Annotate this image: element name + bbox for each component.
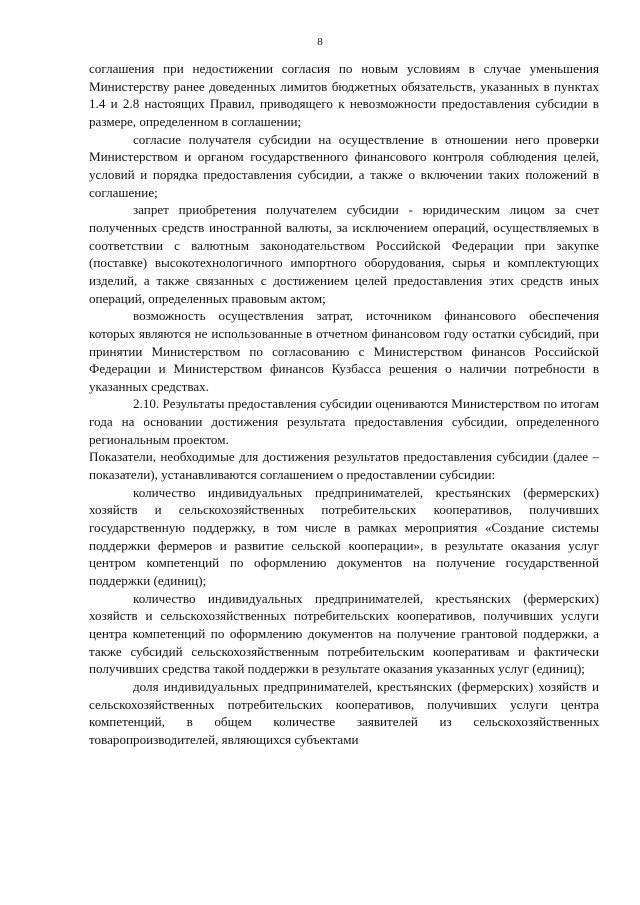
paragraph: Показатели, необходимые для достижения результатов предоставления субсидии (далее – показатели), устанавливаются соглашением о предоставлении субсидии: <box>89 449 599 483</box>
section-2-10-paragraph: 2.10. Результаты предоставления субсидии оцениваются Министерством по итогам года на основании достижения результата предоставления субсидии, определенного региональным проектом. <box>89 396 599 447</box>
document-body <box>89 60 599 749</box>
page-number: 8 <box>317 36 323 48</box>
paragraph: запрет приобретения получателем субсидии - юридическим лицом за счет полученных средств иностранной валюты, за исключением операций, осуществляемых в соответствии с валютным законодательством Российской Федерации при закупке (поставке) высокотехнологичного импортного оборудования, сырья и комплектующих изделий, а также связанных с достижением целей предоставления этих средств иных операций, определенных правовым актом; <box>89 202 599 306</box>
paragraph: возможность осуществления затрат, источником финансового обеспечения которых являются не использованные в отчетном финансовом году остатки субсидий, при принятии Министерством по согласованию с Министерством финансов Российской Федерации и Министерством финансов Кузбасса решения о наличии потребности в указанных средствах. <box>89 308 599 394</box>
paragraph: количество индивидуальных предпринимателей, крестьянских (фермерских) хозяйств и сельскохозяйственных потребительских кооперативов, получивших услуги центра компетенций по оформлению документов на получение грантовой поддержки, а также субсидий сельскохозяйственным потребительским кооперативам и фактически получивших средства такой поддержки в результате оказания указанных услуг (единиц); <box>89 590 599 677</box>
paragraph: количество индивидуальных предпринимателей, крестьянских (фермерских) хозяйств и сельскохозяйственных потребительских кооперативов, получивших государственную поддержку, в том числе в рамках мероприятия «Создание системы поддержки фермеров и развитие сельской кооперации», в результате оказания услуг центром компетенций по оформлению документов на получение государственной поддержки (единиц); <box>89 484 599 589</box>
paragraph: доля индивидуальных предпринимателей, крестьянских (фермерских) хозяйств и сельскохозяйственных потребительских кооперативов, получивших услуги центра компетенций, в общем количестве заявителей из сельскохозяйственных товаропроизводителей, являющихся субъектами <box>89 678 599 747</box>
paragraph: соглашения при недостижении согласия по новым условиям в случае уменьшения Министерству ранее доведенных лимитов бюджетных обязательств, указанных в пунктах 1.4 и 2.8 настоящих Правил, приводящего к невозможности предоставления субсидии в размере, определенном в соглашении; <box>89 61 599 129</box>
paragraph: согласие получателя субсидии на осуществление в отношении него проверки Министерством и органом государственного финансового контроля соблюдения целей, условий и порядка предоставления субсидии, а также о включении таких положений в соглашение; <box>89 131 599 200</box>
